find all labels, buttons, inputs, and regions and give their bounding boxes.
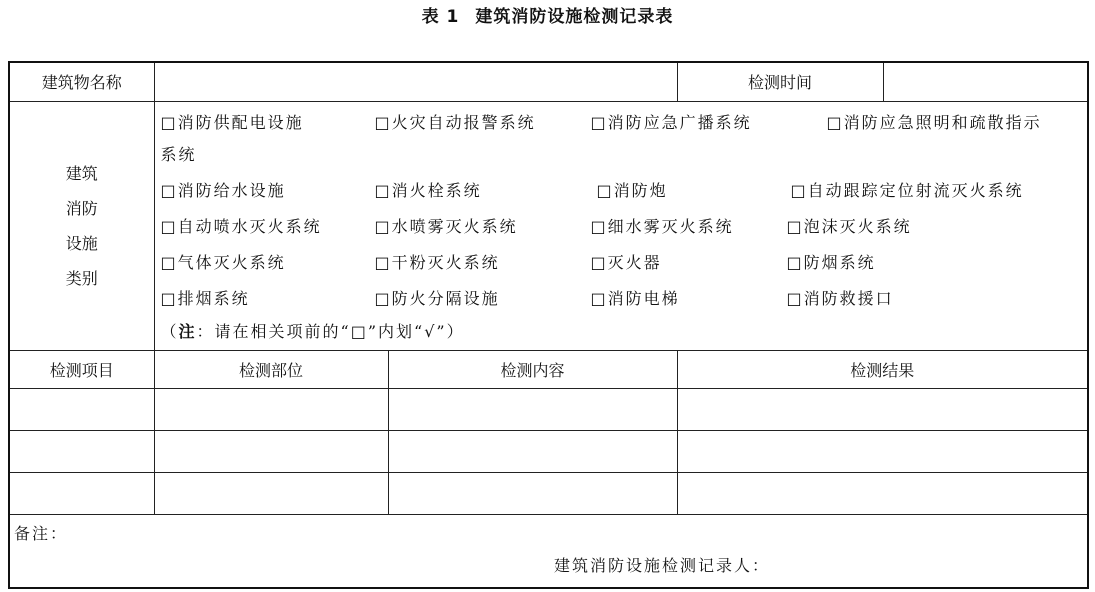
column-header-content: 检测内容	[388, 350, 677, 388]
checkbox-option[interactable]: □消火栓系统	[374, 181, 482, 200]
column-header-location: 检测部位	[154, 350, 388, 388]
inspection-time-label: 检测时间	[677, 62, 883, 101]
category-label-line: 消防	[65, 198, 98, 218]
checkbox-option[interactable]: □火灾自动报警系统	[374, 113, 536, 132]
building-name-field[interactable]	[154, 62, 677, 101]
column-header-row	[9, 350, 1088, 388]
checkbox-option[interactable]: □消防炮	[596, 181, 668, 200]
checkbox-option[interactable]: □消防应急广播系统	[590, 113, 752, 132]
checkbox-option[interactable]: □消防电梯	[590, 289, 680, 308]
category-option-row	[161, 244, 1086, 280]
cell-item[interactable]	[9, 472, 154, 514]
remarks-label: 备注：	[14, 523, 69, 543]
checkbox-option[interactable]: □细水雾灭火系统	[590, 217, 734, 236]
checkbox-option[interactable]: □消防给水设施	[160, 181, 286, 200]
checkbox-option[interactable]: □泡沫灭火系统	[786, 217, 912, 236]
building-name-label: 建筑物名称	[9, 62, 154, 101]
category-note	[161, 316, 1086, 348]
checkbox-option[interactable]: □消防救援口	[786, 289, 894, 308]
checkbox-option[interactable]: □干粉灭火系统	[374, 253, 500, 272]
checkbox-option[interactable]: □灭火器	[590, 253, 662, 272]
inspection-record-table	[8, 61, 1089, 589]
category-options	[154, 101, 1088, 350]
inspection-time-field[interactable]	[883, 62, 1088, 101]
category-label-line: 类别	[65, 268, 98, 288]
checkbox-option[interactable]: □自动喷水灭火系统	[160, 217, 322, 236]
category-label-line: 设施	[65, 233, 98, 253]
cell-result[interactable]	[677, 388, 1088, 430]
table-title-text: 建筑消防设施检测记录表	[475, 7, 674, 27]
checkbox-option[interactable]: □防烟系统	[786, 253, 876, 272]
remarks-cell[interactable]	[9, 514, 1088, 588]
category-option-continuation: 系统	[160, 144, 197, 164]
table-row	[9, 430, 1088, 472]
checkbox-option[interactable]: □消防应急照明和疏散指示	[826, 113, 1042, 132]
table-title	[0, 2, 1095, 32]
table-row	[9, 472, 1088, 514]
column-header-item: 检测项目	[9, 350, 154, 388]
recorder-label: 建筑消防设施检测记录人：	[554, 555, 771, 575]
table-number: 表 1	[421, 7, 460, 27]
cell-item[interactable]	[9, 388, 154, 430]
category-option-row	[161, 208, 1086, 244]
checkbox-option[interactable]: □自动跟踪定位射流灭火系统	[790, 181, 1024, 200]
checkbox-option[interactable]: □气体灭火系统	[160, 253, 286, 272]
category-label-line: 建筑	[65, 163, 98, 183]
column-header-result: 检测结果	[677, 350, 1088, 388]
checkbox-option[interactable]: □消防供配电设施	[160, 113, 304, 132]
category-label	[9, 101, 154, 350]
checkbox-option[interactable]: □排烟系统	[160, 289, 250, 308]
cell-location[interactable]	[154, 472, 388, 514]
cell-location[interactable]	[154, 388, 388, 430]
table-row	[9, 388, 1088, 430]
category-option-row	[161, 172, 1086, 208]
cell-location[interactable]	[154, 430, 388, 472]
remarks-row	[9, 514, 1088, 588]
category-row	[9, 101, 1088, 350]
checkbox-option[interactable]: □水喷雾灭火系统	[374, 217, 518, 236]
category-option-row	[161, 106, 1086, 138]
cell-content[interactable]	[388, 430, 677, 472]
cell-result[interactable]	[677, 472, 1088, 514]
note-text: ：请在相关项前的“□”内划“√”）	[196, 321, 465, 341]
header-row	[9, 62, 1088, 101]
cell-result[interactable]	[677, 430, 1088, 472]
cell-content[interactable]	[388, 472, 677, 514]
note-label: 注	[178, 321, 197, 341]
cell-item[interactable]	[9, 430, 154, 472]
category-option-row	[161, 280, 1086, 316]
note-open-paren: （	[160, 321, 179, 341]
checkbox-option[interactable]: □防火分隔设施	[374, 289, 500, 308]
cell-content[interactable]	[388, 388, 677, 430]
